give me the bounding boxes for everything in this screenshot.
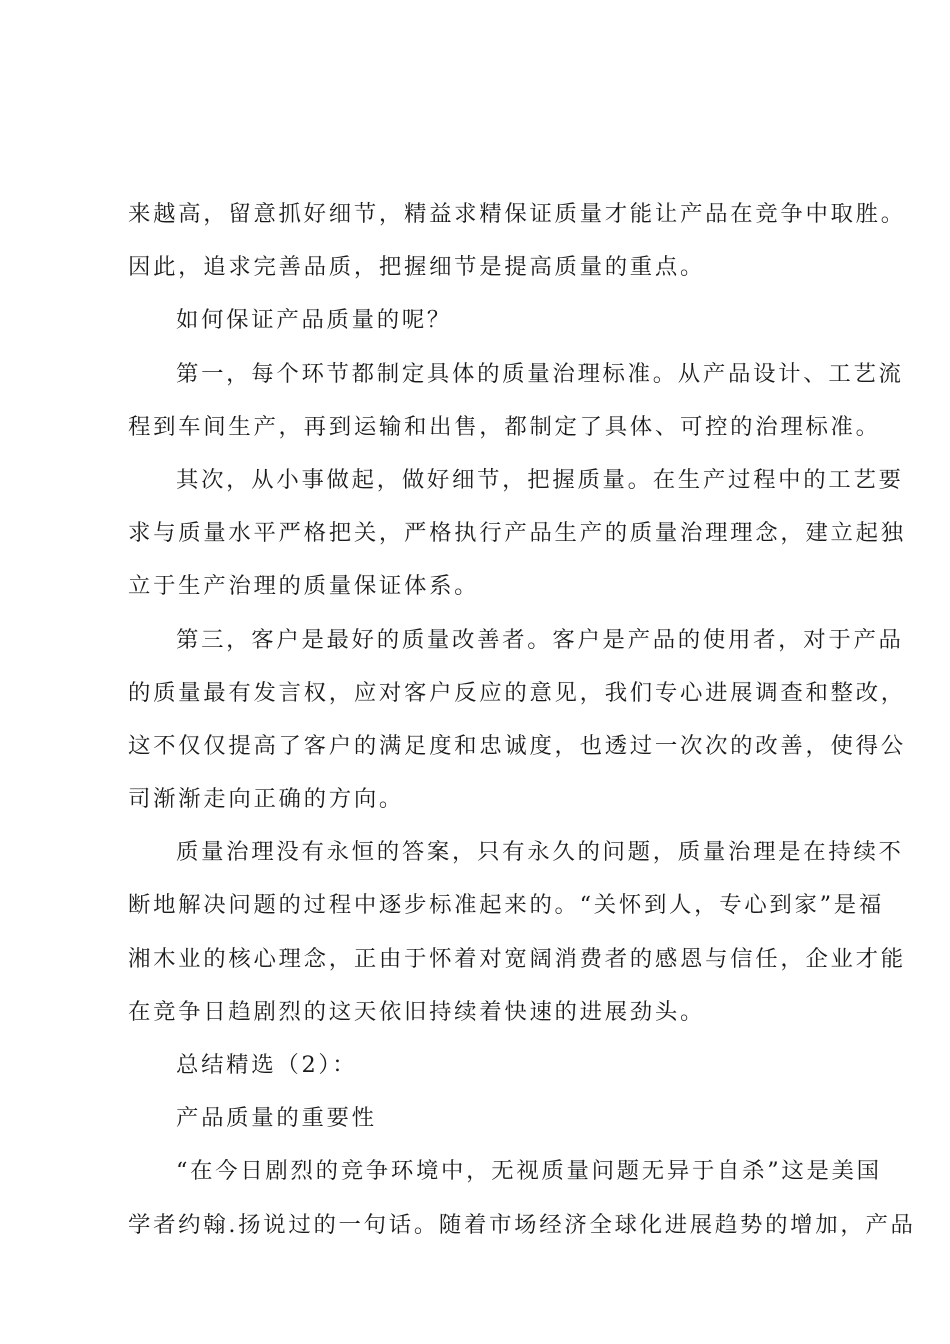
text-line: 立于生产治理的质量保证体系。 <box>128 573 480 600</box>
paragraph-first-line: 第三，客户是最好的质量改善者。客户是产品的使用者，对于产品 <box>176 626 904 653</box>
section-title: 产品质量的重要性 <box>176 1105 377 1132</box>
section-heading: 总结精选（2）： <box>176 1052 358 1078</box>
paragraph-first-line: 质量治理没有永恒的答案，只有永久的问题，质量治理是在持续不 <box>176 839 904 866</box>
text-line: 因此，追求完善品质，把握细节是提高质量的重点。 <box>128 254 706 281</box>
text-line: 湘木业的核心理念，正由于怀着对宽阔消费者的感恩与信任，企业才能 <box>128 945 906 972</box>
paragraph-first-line: 第一，每个环节都制定具体的质量治理标准。从产品设计、工艺流 <box>176 360 904 387</box>
document-page <box>128 188 916 1252</box>
question-line: 如何保证产品质量的呢？ <box>176 307 452 334</box>
text-line: 断地解决问题的过程中逐步标准起来的。“关怀到人，专心到家”是福 <box>128 892 884 919</box>
text-line: 来越高，留意抓好细节，精益求精保证质量才能让产品在竞争中取胜。 <box>128 201 906 227</box>
paragraph-first-line: “在今日剧烈的竞争环境中，无视质量问题无异于自杀”这是美国 <box>176 1158 882 1185</box>
text-line: 程到车间生产，再到运输和出售，都制定了具体、可控的治理标准。 <box>128 413 881 440</box>
paragraph-first-line: 其次，从小事做起，做好细节，把握质量。在生产过程中的工艺要 <box>176 466 904 493</box>
text-line: 学者约翰.扬说过的一句话。随着市场经济全球化进展趋势的增加，产品 <box>128 1211 916 1238</box>
text-line: 在竞争日趋剧烈的这天依旧持续着快速的进展劲头。 <box>128 998 706 1025</box>
text-line: 的质量最有发言权，应对客户反应的意见，我们专心进展调查和整改， <box>128 679 906 706</box>
text-line: 司渐渐走向正确的方向。 <box>128 786 404 813</box>
text-line: 这不仅仅提高了客户的满足度和忠诚度，也透过一次次的改善，使得公 <box>128 732 906 759</box>
text-line: 求与质量水平严格把关，严格执行产品生产的质量治理理念，建立起独 <box>128 520 906 547</box>
